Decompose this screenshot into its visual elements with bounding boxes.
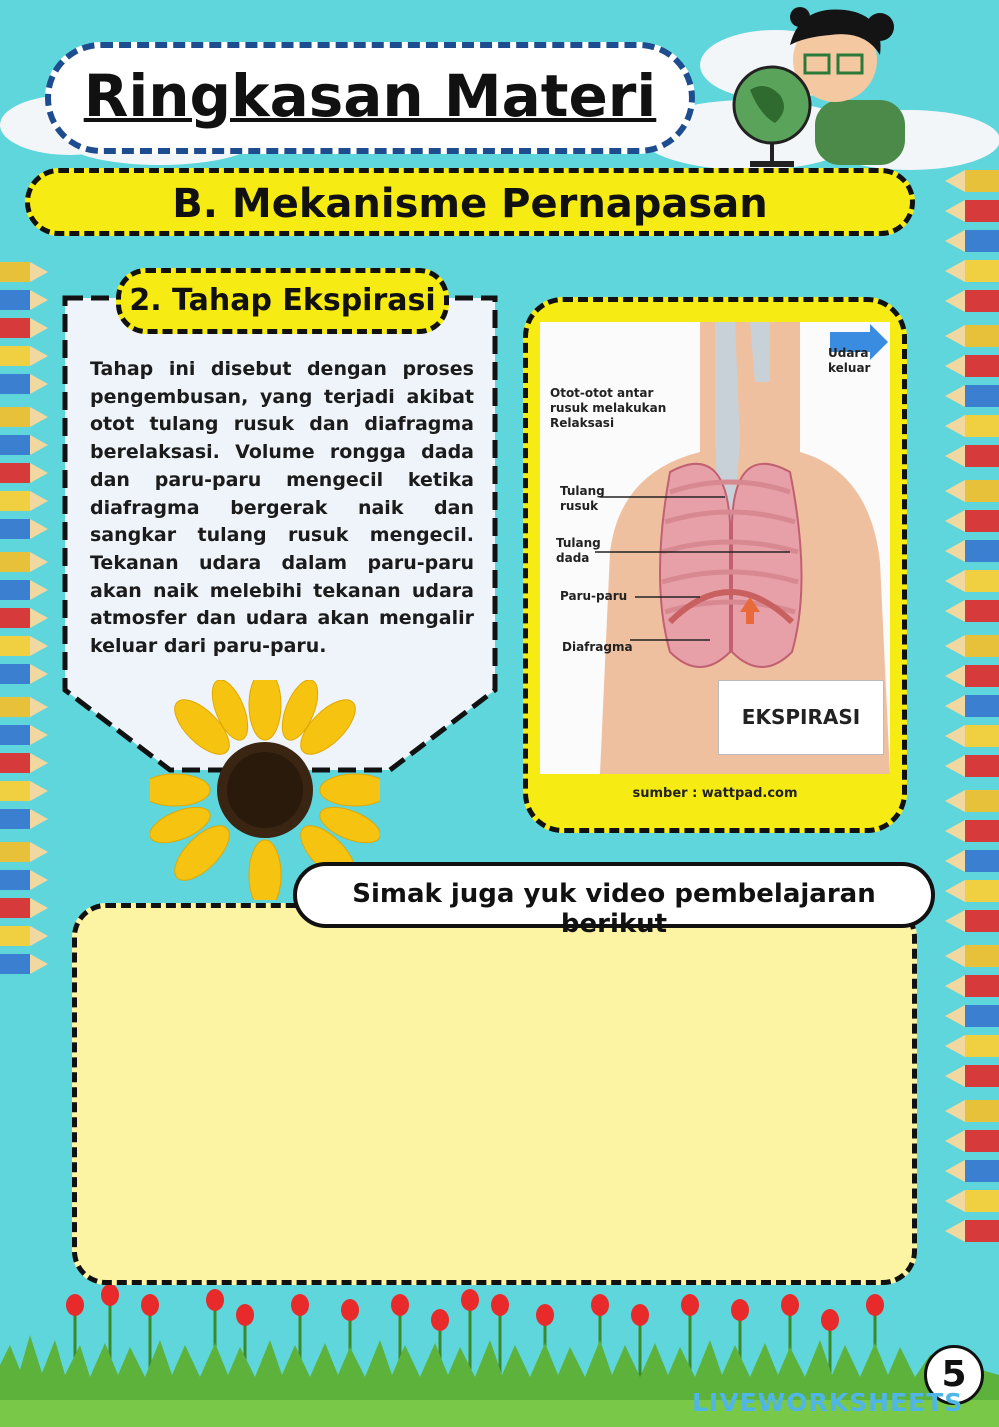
expiration-caption-box: EKSPIRASI <box>718 680 884 755</box>
video-heading-banner <box>293 862 935 939</box>
page-subtitle: B. Mekanisme Pernapasan <box>172 181 768 227</box>
video-heading: Simak juga yuk video pembelajaran berikut <box>352 879 876 939</box>
expiration-diagram <box>540 322 890 774</box>
pencils-right-decoration <box>935 170 999 1370</box>
label-sternum: Tulang dada <box>556 536 601 565</box>
label-muscles: Otot-otot antar rusuk melakukan Relaksasi <box>550 386 667 430</box>
watermark: LIVEWORKSHEETS <box>692 1388 964 1417</box>
page-title: Ringkasan Materi <box>83 62 657 130</box>
video-embed-area[interactable] <box>72 903 917 1285</box>
pencils-left-decoration <box>0 262 52 1052</box>
girl-globe-illustration <box>720 5 910 170</box>
subtitle-banner <box>25 168 915 236</box>
section-heading: 2. Tahap Ekspirasi <box>129 283 436 318</box>
label-air-out: Udara keluar <box>828 346 871 375</box>
label-ribs: Tulang rusuk <box>560 484 605 513</box>
title-banner <box>45 42 695 154</box>
label-lungs: Paru-paru <box>560 589 628 603</box>
page-number: 5 <box>924 1345 984 1405</box>
section-heading-tag <box>116 268 449 334</box>
image-source: sumber : wattpad.com <box>632 786 798 801</box>
section-body-text: Tahap ini disebut dengan proses pengembusan, yang terjadi akibat otot tulang rusuk dan diafragma berelaksasi. Volume rongga dada dan paru-paru mengecil ketika diafragma bergerak naik dan sangkar tulang rusuk mengecil. Tekanan udara dalam paru-paru akan naik melebihi tekanan udara atmosfer dan udara akan mengalir keluar dari paru-paru. <box>90 358 474 658</box>
label-diaphragm: Diafragma <box>562 640 633 654</box>
